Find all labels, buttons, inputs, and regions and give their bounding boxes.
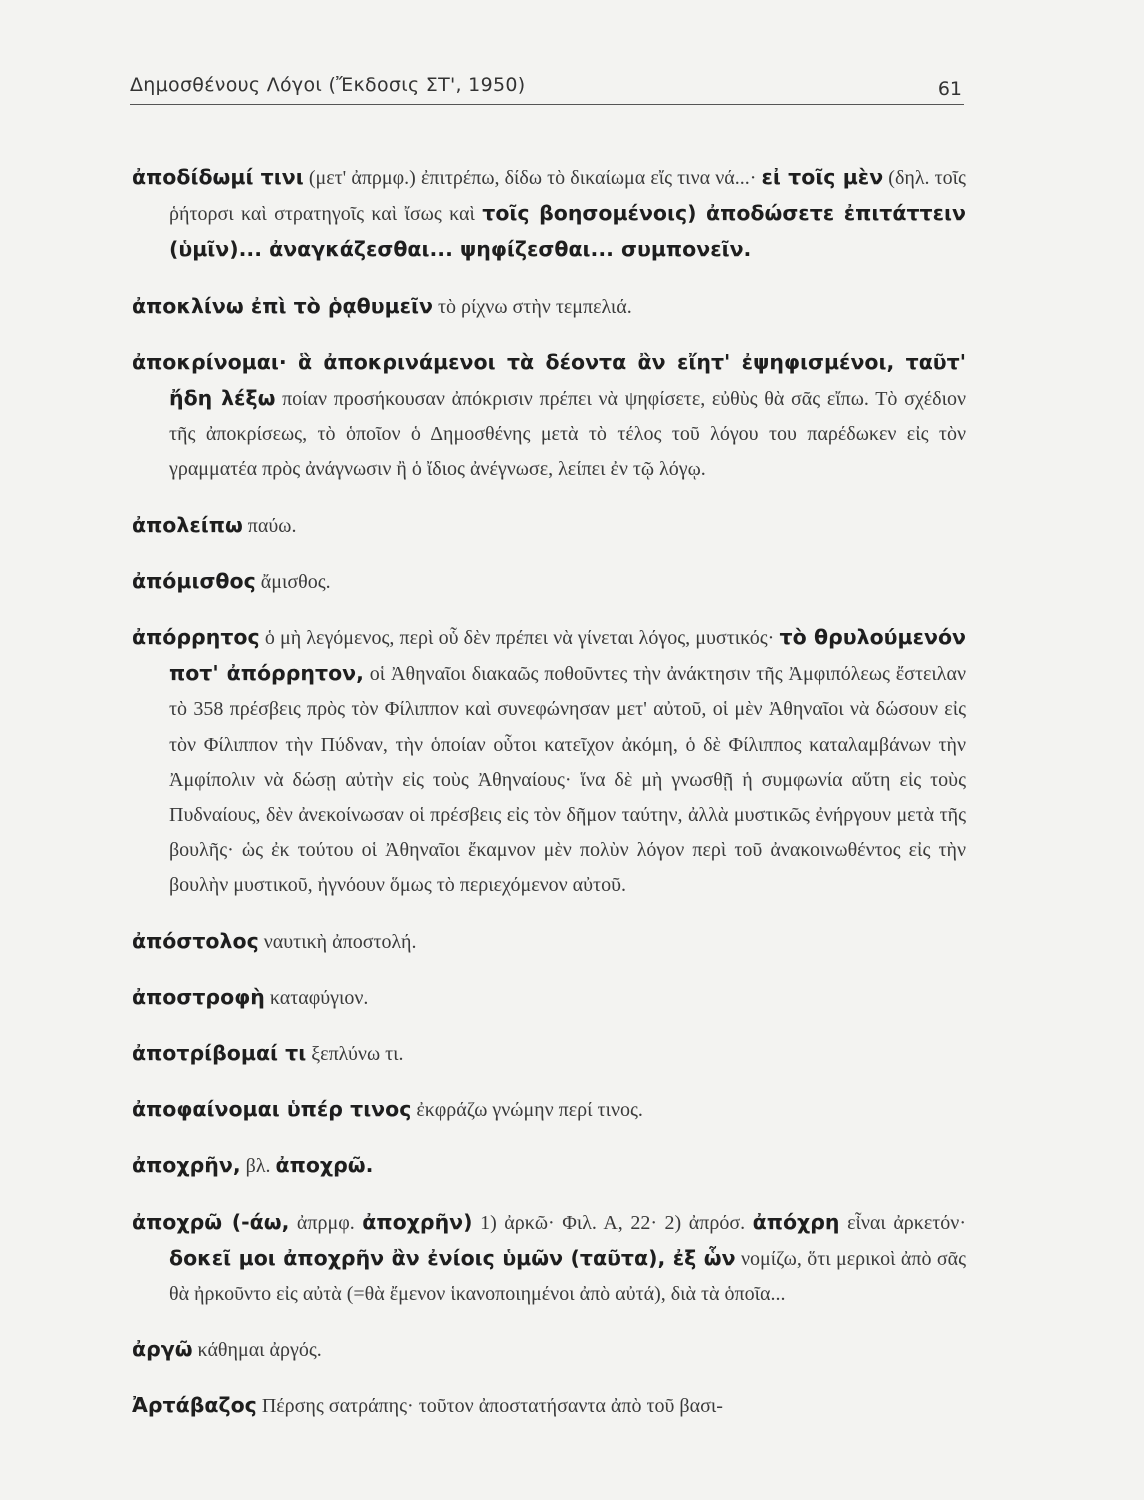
entry-gloss: ἀπρμφ.: [289, 1211, 363, 1234]
entry-apoleipo: [132, 508, 966, 544]
entry-gloss: ναυτικὴ ἀποστολή.: [258, 930, 417, 953]
entry-gloss: κάθημαι ἀργός.: [192, 1339, 322, 1362]
entry-term: δοκεῖ μοι ἀποχρῆν ἂν ἐνίοις ὑμῶν (ταῦτα), ἐξ ὧν: [169, 1245, 736, 1270]
running-header: [130, 74, 964, 105]
entry-term: ἀποχρῆν): [362, 1209, 473, 1234]
entry-term: ἀπόχρη: [752, 1209, 840, 1234]
entry-apotrivomai: [132, 1036, 966, 1072]
entry-term: ἀπόμισθος: [132, 568, 256, 593]
entry-term: ἀποστροφὴ: [132, 984, 265, 1009]
entry-term: ἀποδίδωμί τινι: [132, 165, 304, 189]
entry-term: τοῖς βοησομένοις) ἀποδώσετε ἐπιτάττειν (ὑμῖν)... ἀναγκάζεσθαι... ψηφίζεσθαι... συμπονεῖν.: [169, 201, 966, 262]
entry-term: Ἀρτάβαζος: [132, 1393, 257, 1418]
entry-gloss: Πέρσης σατράπης· τοῦτον ἀποστατήσαντα ἀπὸ τοῦ βασι-: [256, 1395, 723, 1418]
entry-gloss: ἄμισθος.: [255, 570, 331, 593]
entry-gloss: οἱ Ἀθηναῖοι διακαῶς ποθοῦντες τὴν ἀνάκτησιν τῆς Ἀμφιπόλεως ἔστειλαν τὸ 358 πρέσβεις πρὸς τὸν Φίλιππον καὶ συνεφώνησαν μετ' αὐτοῦ, οἱ μὲν Ἀθηναῖοι νὰ δώσουν εἰς τὸν Φίλιππον τὴν Πύδναν, τὴν ὁποίαν οὗτοι κατεῖχον ἀκόμη, ὁ δὲ Φίλιππος καταλαμβάνων τὴν Ἀμφίπολιν νὰ δώσῃ αὐτὴν εἰς τοὺς Ἀθηναίους· ἵνα δὲ μὴ γνωσθῇ ἡ συμφωνία αὕτη εἰς τοὺς Πυδναίους, δὲν ἀνεκοίνωσαν οἱ πρέσβεις εἰς τὸν δῆμον ταύτην, ἀλλὰ μυστικῶς ἐνήργουν μετὰ τῆς βουλῆς· ὡς ἐκ τούτου οἱ Ἀθηναῖοι ἔκαμνον μὲν πολὺν λόγον περὶ τοῦ ἀνακοινωθέντος εἰς τὴν βουλὴν μυστικοῦ, ἠγνόουν ὅμως τὸ περιεχόμενον αὐτοῦ.: [169, 663, 966, 897]
header-title: Δημοσθένους Λόγοι (Ἔκδοσις ΣΤ', 1950): [130, 74, 526, 96]
entry-gloss: ποίαν προσήκουσαν ἀπόκρισιν πρέπει νὰ ψηφίσετε, εὐθὺς θὰ σᾶς εἴπω. Τὸ σχέδιον τῆς ἀποκρίσεως, τὸ ὁποῖον ὁ Δημοσθένης μετὰ τὸ τέλος τοῦ λόγου του παρέδωκεν εἰς τὸν γραμματέα πρὸς ἀνάγνωσιν ἢ ὁ ἴδιος ἀνέγνωσε, λείπει ἐν τῷ λόγῳ.: [169, 388, 966, 481]
entry-apochrin: [132, 1148, 966, 1184]
entry-apochro: [132, 1205, 966, 1313]
entry-artavazos: [132, 1388, 966, 1424]
entry-term: ἀργῶ: [132, 1337, 193, 1362]
entry-gloss: βλ.: [240, 1155, 276, 1178]
entry-gloss: ἐκφράζω γνώμην περί τινος.: [411, 1099, 643, 1122]
entry-apostolos: [132, 924, 966, 960]
entry-gloss: καταφύγιον.: [264, 986, 369, 1009]
entry-gloss: τὸ ρίχνω στὴν τεμπελιά.: [433, 295, 632, 318]
entry-gloss: (μετ' ἀπρμφ.) ἐπιτρέπω, δίδω τὸ δικαίωμα εἴς τινα νά...·: [303, 167, 762, 189]
entry-term: ἀπόστολος: [132, 928, 259, 953]
entry-gloss: παύω.: [242, 514, 297, 537]
entry-gloss: ξεπλύνω τι.: [306, 1043, 404, 1066]
entry-term: εἰ τοῖς μὲν: [761, 165, 884, 189]
entry-gloss: 1) ἀρκῶ· Φιλ. Α, 22· 2) ἀπρόσ.: [472, 1211, 753, 1234]
entry-apoklino: [132, 289, 966, 325]
entry-gloss: ὁ μὴ λεγόμενος, περὶ οὗ δὲν πρέπει νὰ γίνεται λόγος, μυστικός·: [259, 627, 780, 650]
entry-term: ἀποκρίνομαι· ἃ ἀποκρινάμενοι τὰ δέοντα ἂν εἴητ' ἐψηφισμένοι, ταῦτ' ἤδη λέξω: [132, 349, 966, 411]
entry-argo: [132, 1332, 966, 1368]
entry-aporritos: [132, 620, 966, 904]
entry-apofainomai: [132, 1092, 966, 1128]
entry-term: ἀπόρρητος: [132, 625, 260, 650]
glossary-body: [132, 140, 966, 1445]
entry-gloss: νομίζω, ὅτι μερικοὶ ἀπὸ σᾶς θὰ ἠρκοῦντο εἰς αὐτὰ (=θὰ ἔμενον ἱκανοποιημένοι ἀπὸ αὐτά), διὰ τὰ ὁποῖα...: [169, 1247, 966, 1306]
entry-gloss: (δηλ. τοῖς ῥήτορσι καὶ στρατηγοῖς καὶ ἴσως καὶ: [169, 167, 966, 226]
entry-gloss: εἶναι ἀρκετόν·: [839, 1211, 966, 1234]
entry-term: ἀποκλίνω ἐπὶ τὸ ῥᾳθυμεῖν: [132, 293, 434, 318]
entry-term: ἀπολείπω: [132, 512, 243, 537]
entry-term: ἀποχρῶ (-άω,: [132, 1209, 290, 1234]
entry-apokrinomai: [132, 345, 966, 488]
page-number: 61: [937, 78, 962, 100]
entry-apomisthos: [132, 564, 966, 600]
entry-term: ἀποτρίβομαί τι: [132, 1041, 307, 1066]
entry-term: ἀποχρῶ.: [275, 1153, 374, 1178]
entry-term: ἀποφαίνομαι ὑπέρ τινος: [132, 1097, 412, 1122]
entry-apodidomi: [132, 160, 966, 269]
entry-term: τὸ θρυλούμενόν ποτ' ἀπόρρητον,: [169, 625, 967, 686]
entry-apostrofi: [132, 980, 966, 1016]
entry-term: ἀποχρῆν,: [132, 1153, 241, 1178]
